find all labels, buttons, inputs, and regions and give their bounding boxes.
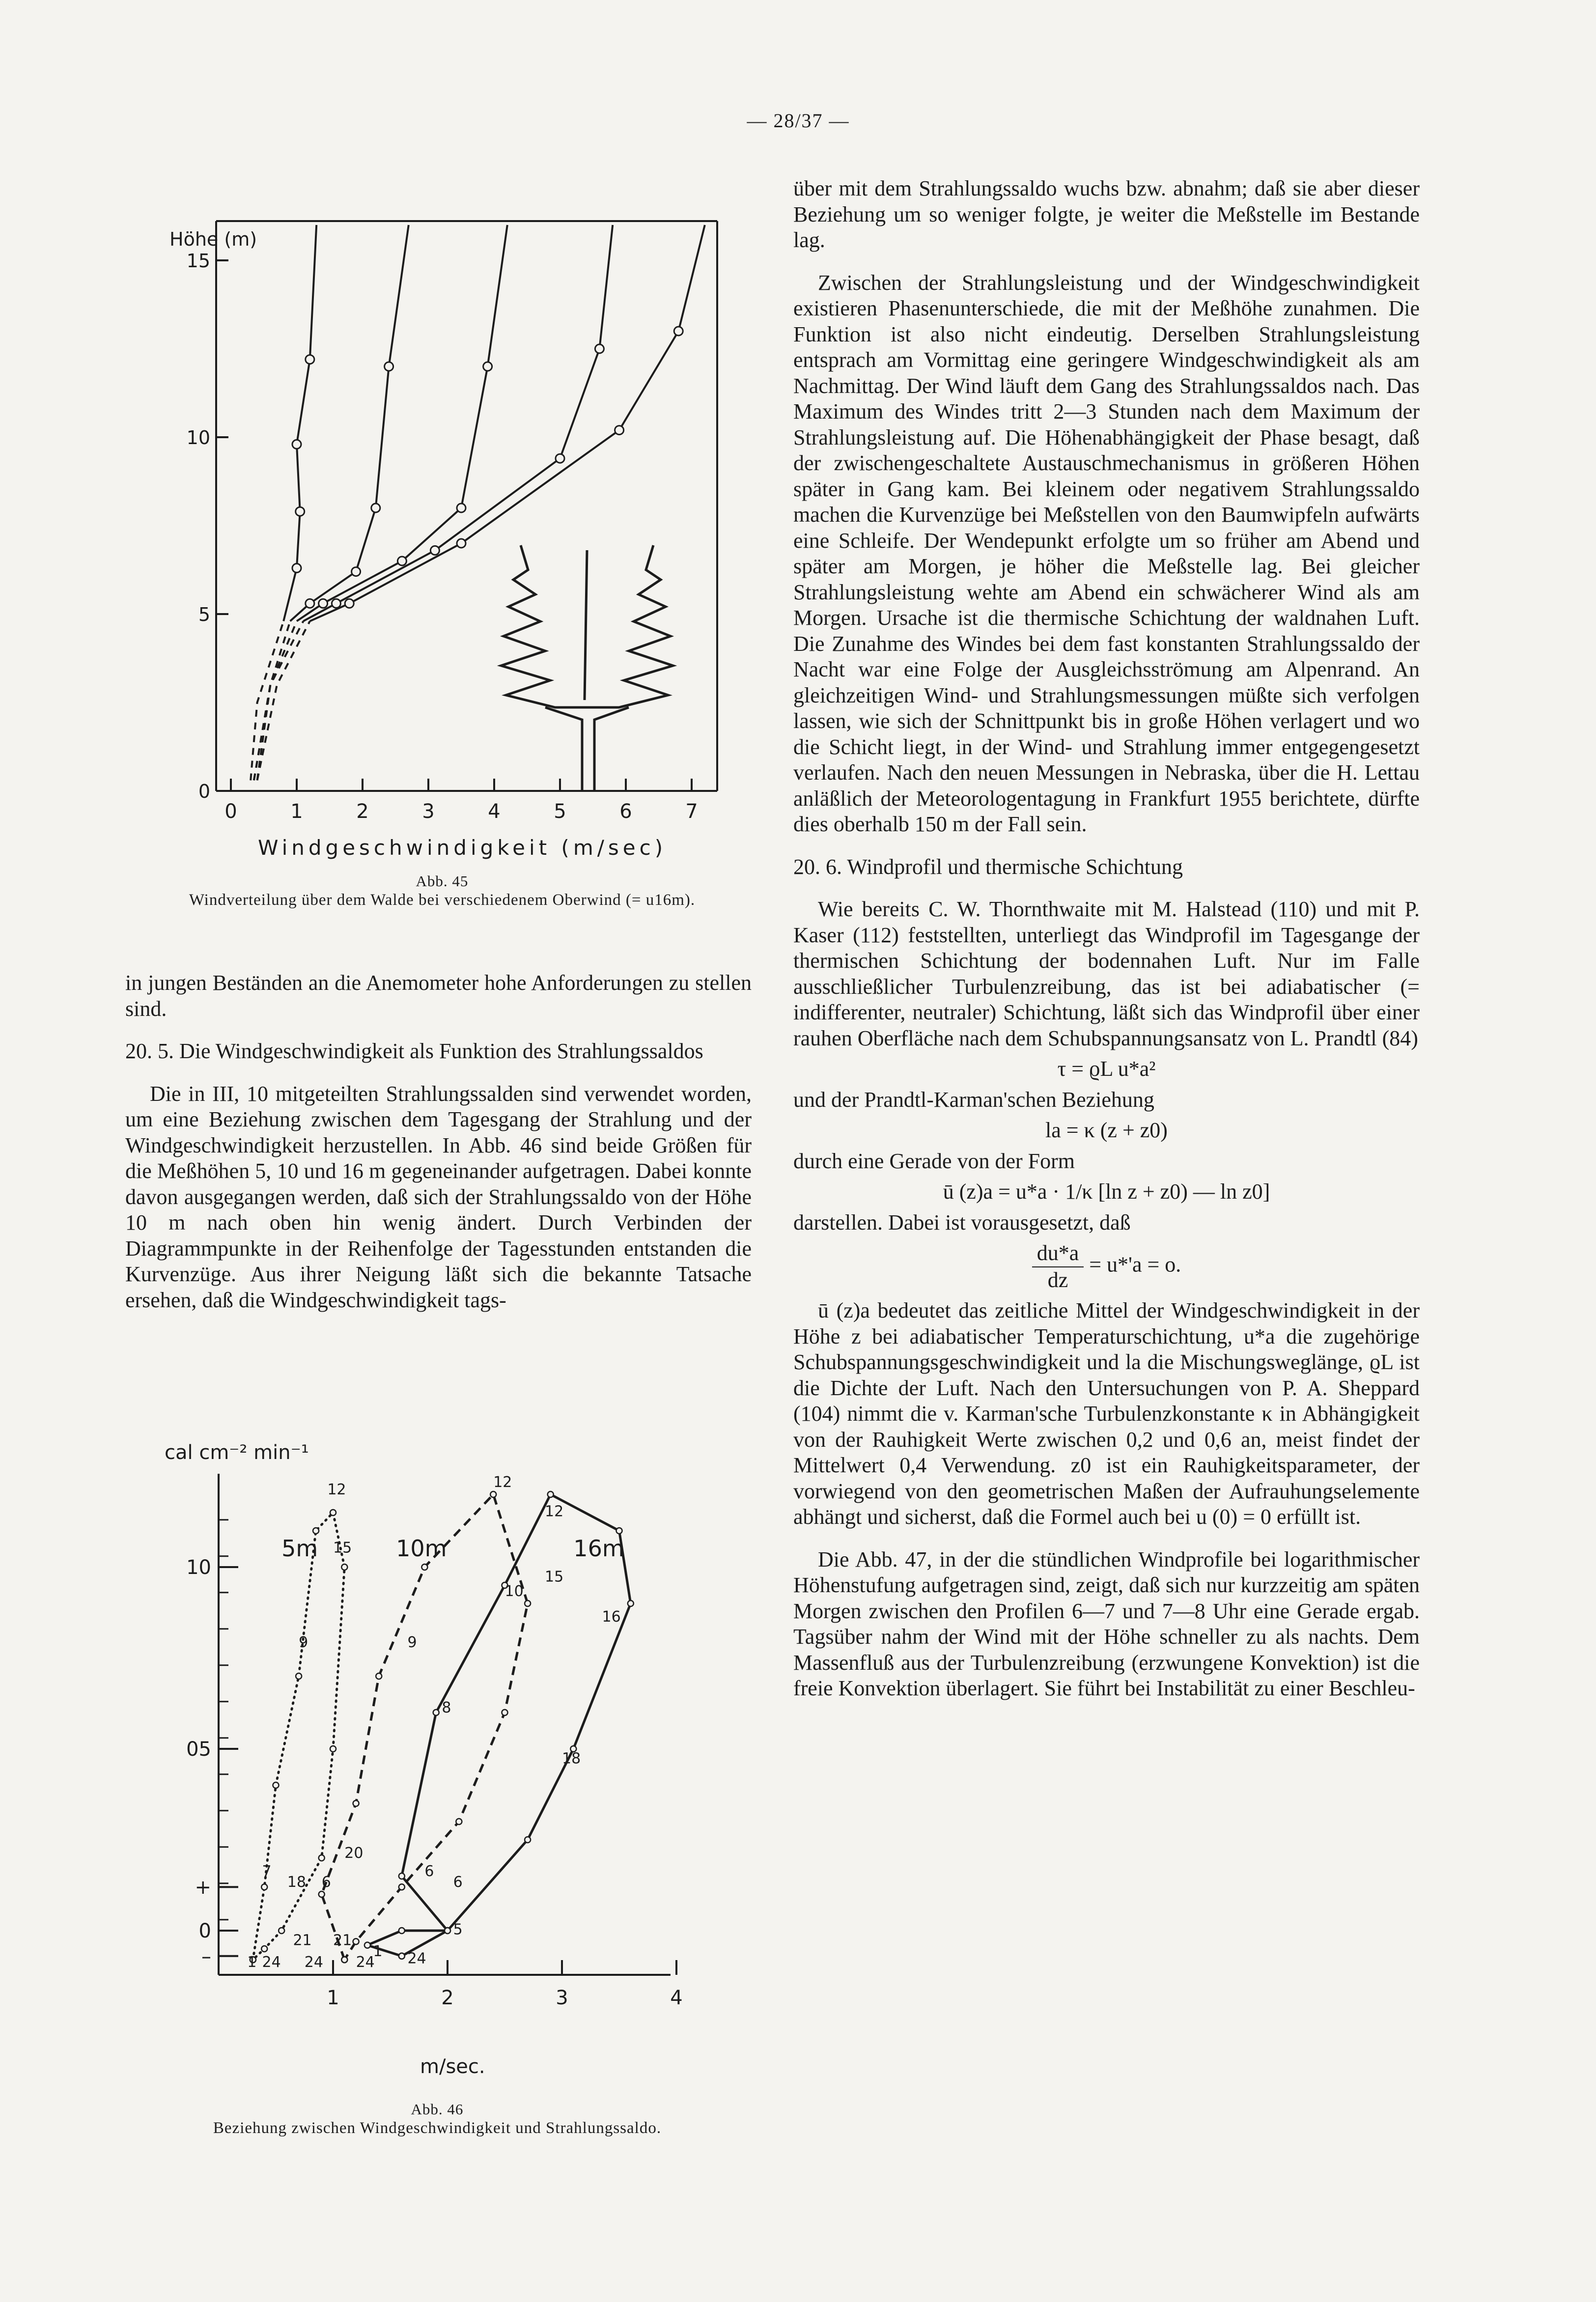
fig46-ytick-label-0: 0 (198, 1920, 211, 1942)
fig46-hour-5m-3: 7 (262, 1863, 272, 1880)
fig45-point-3-2 (556, 454, 564, 463)
page-number: — 28/37 — (747, 110, 850, 132)
fig46-hour-5m-0: 12 (327, 1481, 346, 1498)
paragraph-r3: Wie bereits C. W. Thornthwaite mit M. Halstead (110) und mit P. Kaser (112) feststellten, unterliegt das Windprofil im Tagesgange der thermischen Schichtung der bodennahen Luft. Nur im Falle ausschließlicher Turbulenzreibung, das ist bei adiabatischer (= indifferenter, neutraler) Schichtung, läßt sich das Windprofil über einer rauhen Oberfläche nach dem Schubspannungsansatz von L. Prandtl (84) (793, 897, 1420, 1050)
fig46-point-16m-13 (399, 1953, 405, 1959)
fig46-hour-5m-1: 15 (333, 1539, 352, 1557)
fig46-hour-10m-0: 12 (493, 1474, 512, 1491)
fig46-hour-5m-6: 1 (247, 1954, 257, 1971)
left-column (125, 970, 752, 1313)
formula-mixing-length: la = κ (z + z0) (1045, 1118, 1168, 1142)
figure-46 (125, 1420, 764, 2107)
fig46-xtick-label-2: 2 (441, 1987, 454, 2009)
fig46-point-5m-4 (313, 1528, 319, 1534)
fig46-hour-16m-3: 18 (562, 1750, 581, 1768)
fig45-point-0-0 (292, 563, 301, 572)
fig46-point-10m-11 (341, 1957, 347, 1963)
fig46-point-10m-5 (490, 1491, 496, 1497)
fig45-ytick-label-0: 0 (198, 781, 210, 802)
fig45-curve-3 (303, 225, 613, 621)
right-column (793, 176, 1420, 1702)
fig45-curve-1-lower (254, 621, 290, 780)
fig46-hour-5m-5: 6 (321, 1874, 331, 1891)
fig46-ytick-label-10: 10 (186, 1556, 211, 1579)
fig46-xtick-label-1: 1 (327, 1987, 339, 2009)
formula-derivative (793, 1240, 1420, 1293)
paragraph-r5: Die Abb. 47, in der die stündlichen Windprofile bei logarithmischer Höhenstufung aufgetragen sind, zeigt, daß sich nur kurzzeitig am späten Morgen zwischen den Profilen 6—7 und 7—8 Uhr eine Gerade ergab. Tagsüber nahm der Wind mit der Höhe schneller zu als nachts. Dem Massenfluß aus der Turbulenzreibung (erzwungene Konvektion) ist die freie Konvektion überlagert. Sie führt bei Instabilität zu einer Beschleu- (793, 1547, 1420, 1700)
fig45-point-1-2 (371, 504, 380, 512)
fig45-curve-3-lower (257, 621, 304, 780)
fig45-xtick-label-3: 3 (422, 800, 435, 823)
fig46-hour-5m-4: 18 (287, 1874, 306, 1891)
fig46-point-16m-5 (433, 1710, 439, 1715)
fig45-point-4-3 (674, 327, 683, 336)
fig46-hour-10m-2: 9 (407, 1633, 417, 1651)
fig45-point-1-1 (352, 567, 361, 576)
fig45-point-4-2 (615, 426, 624, 435)
fig46-series-label-16m: 16m (573, 1535, 624, 1562)
fig45-point-3-1 (430, 546, 439, 555)
fig46-hour-5m-8: 21 (293, 1932, 312, 1949)
fig45-point-2-1 (397, 557, 406, 565)
fig46-point-16m-9 (628, 1600, 634, 1606)
fig46-xtick-label-3: 3 (556, 1987, 568, 2009)
fig46-hour-16m-5: 5 (453, 1921, 463, 1938)
fig46-hour-5m-9: 24 (304, 1954, 323, 1971)
fig46-point-5m-2 (273, 1782, 279, 1788)
fig46-point-10m-9 (399, 1884, 405, 1890)
fig45-xtick-label-5: 5 (554, 800, 566, 823)
fig46-series-label-10m: 10m (396, 1535, 447, 1562)
fig45-title: Abb. 45 (416, 872, 469, 890)
fig46-point-16m-7 (548, 1491, 554, 1497)
fig45-point-2-2 (457, 504, 466, 512)
tree-icon (501, 545, 673, 791)
fig46-hour-10m-7: 24 (356, 1954, 375, 1971)
fig45-point-1-3 (385, 362, 393, 371)
fig46-hour-16m-6: 24 (407, 1950, 426, 1967)
fig46-point-5m-7 (330, 1746, 336, 1752)
fig45-point-0-2 (292, 440, 301, 449)
fig45-caption: Windverteilung über dem Walde bei verschiedenem Oberwind (= u16m). (189, 891, 696, 909)
fraction-numerator: du*a (1032, 1240, 1084, 1267)
fig45-xtick-label-4: 4 (488, 800, 501, 823)
paragraph-20-5: Die in III, 10 mitgeteilten Strahlungssalden sind verwendet worden, um eine Beziehung zwischen dem Tagesgang der Strahlung und der Windgeschwindigkeit herzustellen. In Abb. 46 sind beide Größen für die Meßhöhen 5, 10 und 16 m gegeneinander aufgetragen. Dabei konnte davon ausgegangen werden, daß sich der Strahlungssaldo von der Höhe 10 m nach oben hin wenig ändert. Durch Verbinden der Diagrammpunkte in der Reihenfolge der Tagesstunden entstanden die Kurvenzüge. Aus ihrer Neigung läßt sich die bekannte Tatsache ersehen, daß die Windgeschwindigkeit tags- (125, 1081, 752, 1312)
fig46-point-5m-3 (296, 1673, 302, 1679)
fig45-ytick-label-10: 10 (186, 427, 210, 449)
fig45-x-label: Windgeschwindigkeit (m/sec) (258, 836, 667, 860)
fig46-hour-16m-2: 16 (602, 1608, 621, 1626)
fig45-curve-4-lower (257, 621, 310, 780)
fig45-ytick-label-5: 5 (198, 604, 210, 625)
paragraph-r2: Zwischen der Strahlungsleistung und der Windgeschwindigkeit existieren Phasenunterschiede, die mit der Meßhöhe zunahmen. Die Funktion ist also nicht eindeutig. Derselben Strahlungsleistung entsprach am Vormittag eine geringere Windgeschwindigkeit als am Nachmittag. Der Wind läuft dem Gang des Strahlungssaldos nach. Das Maximum des Windes tritt 2—3 Stunden nach dem Maximum der Strahlungsleistung auf. Die Höhenabhängigkeit der Phase besagt, daß der zwischengeschaltete Austauschmechanismus in größeren Höhen später in Gang kam. Bei kleinem oder negativem Strahlungssaldo machen die Kurvenzüge bei Meßstellen von den Baumwipfeln aufwärts eine Schleife. Der Wendepunkt erfolgte um so früher am Abend und später am Morgen, je höher die Meßstelle lag. Bei gleicher Strahlungsleistung wehte am Abend ein schwächerer Wind als am Morgen. Ursache ist die thermische Schichtung der waldnahen Luft. Die Zunahme des Windes bei dem fast konstanten Strahlungssaldo der Nacht war eine Folge der Ausgleichsströmung am Alpenrand. An gleichzeitigen Wind- und Strahlungsmessungen müßte sich verfolgen lassen, wie sich der Schnittpunkt bis in große Höhen verlagert und wo die Schicht liegt, in der Wind- und Strahlung immer entgegengesetzt verlaufen. Nach den neuen Messungen in Nebraska, über die H. Lettau anläßlich der Meteorologentagung in Frankfurt 1955 berichtete, dürfte dies oberhalb 150 m der Fall sein. (793, 270, 1420, 836)
section-heading-20-6: 20. 6. Windprofil und thermische Schichtung (793, 854, 1183, 879)
fig45-point-3-3 (595, 344, 604, 353)
fig46-hour-10m-3: 8 (442, 1699, 451, 1716)
paragraph-r4: ū (z)a bedeutet das zeitliche Mittel der Windgeschwindigkeit in der Höhe z bei adiabatischer Temperaturschichtung, u*a die zugehörige Schubspannungsgeschwindigkeit und la die Mischungsweglänge, ϱL ist die Dichte der Luft. Nach den Untersuchungen von P. A. Sheppard (104) nimmt die v. Karman'sche Turbulenzkonstante κ in Abhängigkeit von der Rauhigkeit Werte zwischen 0,2 und 0,6 an, meist findet der Mittelwert 0,4 Verwendung. z0 ist ein Rauhigkeitsparameter, der vorwiegend von den geometrischen Maßen der Aufrauhungselemente abhängt und sicherst, daß die Formel auch bei u (0) = 0 erfüllt ist. (793, 1298, 1420, 1529)
fig46-hour-16m-0: 12 (545, 1503, 564, 1520)
fig46-hour-16m-1: 15 (545, 1568, 564, 1586)
fig45-xtick-label-7: 7 (685, 800, 698, 823)
fig46-ytick-label-+: + (195, 1876, 211, 1899)
fig45-point-2-0 (319, 599, 328, 608)
fig45-xtick-label-1: 1 (290, 800, 303, 823)
fig46-hour-10m-8: 1 (373, 1942, 383, 1960)
fig46-point-10m-1 (319, 1891, 325, 1897)
fig46-point-16m-2 (399, 1928, 405, 1934)
formula-shear-stress: τ = ϱL u*a² (1057, 1057, 1156, 1081)
fig46-ytick-label-–: – (201, 1945, 211, 1968)
fig45-point-2-3 (483, 362, 492, 371)
text-gerade: durch eine Gerade von der Form (793, 1149, 1075, 1173)
fig46-point-10m-8 (456, 1819, 462, 1825)
fig46-point-16m-8 (616, 1528, 622, 1534)
fig45-point-1-0 (306, 599, 314, 608)
fig45-point-4-0 (345, 599, 354, 608)
fig46-point-10m-6 (525, 1600, 531, 1606)
fig46-series-label-5m: 5m (281, 1535, 318, 1562)
fig46-chart (125, 1420, 764, 2107)
paragraph-continuation: in jungen Beständen an die Anemometer hohe Anforderungen zu stellen sind. (125, 971, 752, 1021)
text-vorausgesetzt: darstellen. Dabei ist vorausgesetzt, daß (793, 1210, 1131, 1235)
fig46-point-5m-9 (279, 1928, 284, 1934)
fig46-point-10m-4 (421, 1564, 427, 1570)
figure-45 (162, 206, 742, 884)
paragraph-r1: über mit dem Strahlungssaldo wuchs bzw. abnahm; daß sie aber dieser Beziehung um so weniger folgte, je weiter die Meßstelle im Bestande lag. (793, 176, 1420, 252)
fig46-point-5m-10 (261, 1946, 267, 1952)
fig45-chart (162, 206, 742, 884)
fig46-hour-10m-5: 6 (424, 1863, 434, 1880)
fig46-point-16m-4 (399, 1873, 405, 1879)
fig45-ytick-label-15: 15 (186, 250, 210, 272)
formula-derivative-rest: = u*'a = o. (1089, 1252, 1181, 1277)
fig46-point-5m-5 (330, 1510, 336, 1516)
fig45-y-label: Höhe (m) (169, 228, 257, 250)
fig46-hour-5m-7: 24 (262, 1954, 281, 1971)
text-prandtl-karman: und der Prandtl-Karman'schen Beziehung (793, 1087, 1154, 1112)
fraction-denominator: dz (1047, 1267, 1068, 1292)
fig45-point-0-3 (306, 355, 314, 364)
fraction (1032, 1240, 1084, 1293)
fig45-point-3-0 (332, 599, 340, 608)
fig46-hour-10m-6: 21 (333, 1932, 352, 1949)
fig46-hour-5m-2: 9 (299, 1633, 308, 1651)
fig46-point-5m-8 (319, 1855, 325, 1861)
formula-log-profile: ū (z)a = u*a · 1/κ [ln z + z0) — ln z0] (943, 1179, 1270, 1204)
fig46-caption-block (106, 2100, 769, 2137)
fig46-curve-5m (253, 1513, 344, 1960)
fig46-point-16m-1 (364, 1942, 370, 1948)
fig45-xtick-label-2: 2 (356, 800, 369, 823)
fig45-caption-block (125, 872, 759, 909)
fig45-curve-1 (290, 225, 409, 621)
fig45-xtick-label-0: 0 (224, 800, 237, 823)
fig46-ytick-label-05: 05 (186, 1738, 211, 1761)
fig46-point-5m-6 (341, 1564, 347, 1570)
fig46-hour-10m-1: 10 (504, 1583, 524, 1600)
fig46-point-16m-11 (525, 1837, 531, 1843)
fig45-point-4-1 (457, 539, 466, 548)
fig46-point-10m-10 (353, 1938, 359, 1944)
fig46-xtick-label-4: 4 (670, 1987, 683, 2009)
fig46-point-10m-2 (353, 1800, 359, 1806)
section-heading-20-5: 20. 5. Die Windgeschwindigkeit als Funktion des Strahlungssaldos (125, 1039, 703, 1063)
fig46-title: Abb. 46 (411, 2101, 464, 2118)
fig46-point-10m-7 (502, 1710, 508, 1715)
fig46-point-10m-3 (376, 1673, 382, 1679)
fig46-hour-16m-4: 6 (453, 1874, 463, 1891)
fig45-point-0-1 (296, 507, 305, 516)
fig45-xtick-label-6: 6 (619, 800, 632, 823)
fig46-caption: Beziehung zwischen Windgeschwindigkeit und Strahlungssaldo. (213, 2119, 662, 2137)
fig46-point-5m-1 (261, 1884, 267, 1890)
fig45-curve-4 (310, 225, 705, 621)
fig46-hour-10m-4: 20 (344, 1845, 364, 1862)
fig46-x-label: m/sec. (420, 2055, 485, 2078)
fig46-point-16m-12 (445, 1928, 450, 1934)
fig45-curve-0 (283, 225, 316, 621)
fig46-y-unit: cal cm⁻² min⁻¹ (165, 1441, 309, 1464)
